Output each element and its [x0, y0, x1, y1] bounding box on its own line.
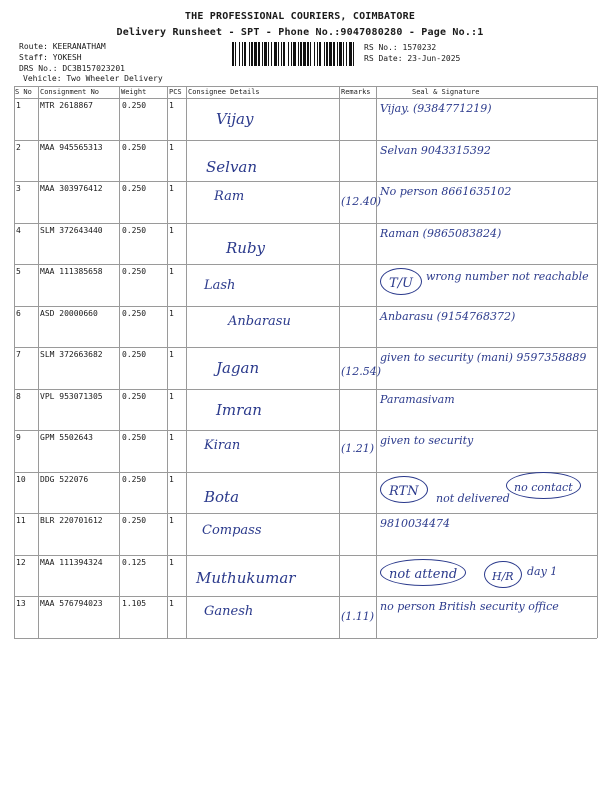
- table-row: [14, 430, 597, 472]
- pcs-value: 1: [169, 557, 174, 567]
- serial-number: 11: [16, 516, 26, 525]
- table-row: [14, 596, 597, 638]
- seal-signature-handwriting: day 1: [527, 564, 558, 578]
- company-title: THE PROFESSIONAL COURIERS, COIMBATORE: [184, 11, 416, 22]
- consignee-handwriting: Muthukumar: [196, 568, 296, 587]
- serial-number: 6: [16, 308, 21, 318]
- rs-number: RS No.: 1570232: [364, 43, 437, 52]
- serial-number: 5: [16, 267, 21, 276]
- table-row: [14, 223, 597, 265]
- table-top-border: [14, 86, 597, 87]
- drs-number: DRS No.: DC3B157023201: [19, 64, 125, 73]
- consignment-number: MAA 111385658: [40, 267, 103, 276]
- serial-number: 2: [16, 142, 21, 152]
- route-label: Route: KEERANATHAM: [19, 42, 106, 51]
- serial-number: 12: [16, 557, 26, 567]
- remarks-time: (1.21): [341, 442, 375, 455]
- remarks-time: (1.11): [341, 610, 375, 623]
- seal-circled-text: not attend: [389, 566, 458, 582]
- serial-number: 9: [16, 433, 21, 442]
- pcs-value: 1: [169, 599, 174, 608]
- column-header: Weight: [121, 88, 147, 96]
- table-row: [14, 181, 597, 223]
- consignment-number: MAA 945565313: [40, 142, 103, 152]
- pcs-value: 1: [169, 391, 174, 401]
- consignee-handwriting: Ganesh: [204, 604, 254, 619]
- consignment-number: SLM 372663682: [40, 350, 103, 359]
- weight-value: 0.250: [122, 142, 147, 152]
- remarks-time: (12.40): [341, 195, 382, 208]
- pcs-value: 1: [169, 267, 174, 276]
- seal-signature-handwriting: wrong number not reachable: [426, 270, 589, 283]
- seal-circled-text-secondary: H/R: [492, 569, 514, 583]
- seal-signature-handwriting: given to security (mani) 9597358889: [380, 351, 587, 364]
- table-row: [14, 306, 597, 348]
- consignee-handwriting: Ram: [214, 189, 245, 204]
- column-header: Consignee Details: [188, 88, 260, 96]
- consignee-handwriting: Lash: [204, 278, 236, 293]
- serial-number: 7: [16, 350, 21, 359]
- seal-circled-note-secondary: [484, 561, 522, 588]
- seal-circled-text: RTN: [389, 483, 419, 499]
- column-header: S No: [15, 88, 32, 96]
- weight-value: 0.250: [122, 225, 147, 235]
- seal-signature-handwriting: Anbarasu (9154768372): [380, 309, 516, 323]
- serial-number: 1: [16, 101, 21, 110]
- serial-number: 4: [16, 225, 21, 235]
- runsheet-subtitle: Delivery Runsheet - SPT - Phone No.:9047080280 - Page No.:1: [116, 27, 484, 38]
- serial-number: 8: [16, 391, 21, 401]
- seal-signature-handwriting: No person 8661635102: [380, 185, 512, 198]
- pcs-value: 1: [169, 184, 174, 193]
- consignment-number: MAA 303976412: [40, 184, 103, 193]
- weight-value: 0.250: [122, 101, 147, 110]
- table-row: [14, 140, 597, 182]
- consignee-handwriting: Ruby: [226, 238, 266, 257]
- table-row: [14, 98, 597, 140]
- consignment-number: MAA 576794023: [40, 599, 103, 608]
- column-header: Consignment No: [40, 88, 100, 96]
- pcs-value: 1: [169, 142, 174, 152]
- consignee-handwriting: Anbarasu: [228, 313, 291, 329]
- seal-circled-text-secondary: no contact: [514, 480, 573, 494]
- seal-circled-note: [380, 476, 428, 503]
- table-row: [14, 389, 597, 431]
- consignee-handwriting: Kiran: [204, 438, 241, 453]
- weight-value: 0.250: [122, 184, 147, 193]
- serial-number: 10: [16, 474, 26, 484]
- vehicle-label: Vehicle: Two Wheeler Delivery: [23, 74, 163, 83]
- seal-circled-note: [380, 559, 466, 586]
- consignment-number: BLR 220701612: [40, 516, 103, 525]
- consignment-number: SLM 372643440: [40, 225, 103, 235]
- row-divider: [14, 638, 597, 639]
- seal-signature-handwriting: given to security: [380, 434, 474, 447]
- seal-circled-note-secondary: [506, 472, 581, 499]
- pcs-value: 1: [169, 225, 174, 235]
- seal-circled-note: [380, 268, 422, 295]
- consignee-handwriting: Selvan: [206, 157, 258, 176]
- consignment-number: GPM 5502643: [40, 433, 93, 442]
- weight-value: 0.250: [122, 308, 147, 318]
- column-divider: [597, 86, 598, 638]
- weight-value: 0.250: [122, 516, 147, 525]
- seal-signature-handwriting: Vijay. (9384771219): [380, 102, 492, 115]
- weight-value: 0.250: [122, 350, 147, 359]
- seal-circled-text: T/U: [389, 276, 414, 291]
- table-row: [14, 472, 597, 514]
- serial-number: 13: [16, 599, 26, 608]
- consignee-handwriting: Vijay: [216, 110, 254, 128]
- seal-signature-handwriting: no person British security office: [380, 600, 559, 613]
- rs-date: RS Date: 23-Jun-2025: [364, 54, 461, 63]
- weight-value: 1.105: [122, 599, 147, 608]
- pcs-value: 1: [169, 308, 174, 318]
- pcs-value: 1: [169, 350, 174, 359]
- consignee-handwriting: Bota: [204, 487, 240, 506]
- consignment-number: ASD 20000660: [40, 308, 98, 318]
- consignee-handwriting: Imran: [216, 400, 262, 419]
- pcs-value: 1: [169, 101, 174, 110]
- table-row: [14, 555, 597, 597]
- column-header: Seal & Signature: [412, 88, 480, 96]
- consignment-number: DDG 522076: [40, 474, 89, 484]
- seal-signature-handwriting: Paramasivam: [380, 392, 455, 406]
- seal-signature-handwriting: Raman (9865083824): [380, 226, 502, 240]
- weight-value: 0.250: [122, 433, 147, 442]
- consignment-number: MTR 2618867: [40, 101, 93, 110]
- weight-value: 0.250: [122, 267, 147, 276]
- table-row: [14, 513, 597, 555]
- consignee-handwriting: Compass: [202, 523, 262, 538]
- pcs-value: 1: [169, 433, 174, 442]
- table-row: [14, 347, 597, 389]
- consignment-number: MAA 111394324: [40, 557, 103, 567]
- pcs-value: 1: [169, 516, 174, 525]
- seal-signature-handwriting: Selvan 9043315392: [380, 143, 491, 157]
- staff-label: Staff: YOKESH: [19, 53, 82, 62]
- remarks-time: (12.54): [341, 365, 382, 378]
- barcode: [232, 42, 357, 66]
- weight-value: 0.250: [122, 391, 147, 401]
- weight-value: 0.250: [122, 474, 147, 484]
- seal-signature-handwriting: not delivered: [436, 491, 510, 505]
- serial-number: 3: [16, 184, 21, 193]
- table-row: [14, 264, 597, 306]
- consignment-number: VPL 953071305: [40, 391, 103, 401]
- consignee-handwriting: Jagan: [216, 359, 260, 377]
- column-header: PCS: [169, 88, 182, 96]
- seal-signature-handwriting: 9810034474: [380, 517, 450, 530]
- weight-value: 0.125: [122, 557, 147, 567]
- pcs-value: 1: [169, 474, 174, 484]
- column-header: Remarks: [341, 88, 371, 96]
